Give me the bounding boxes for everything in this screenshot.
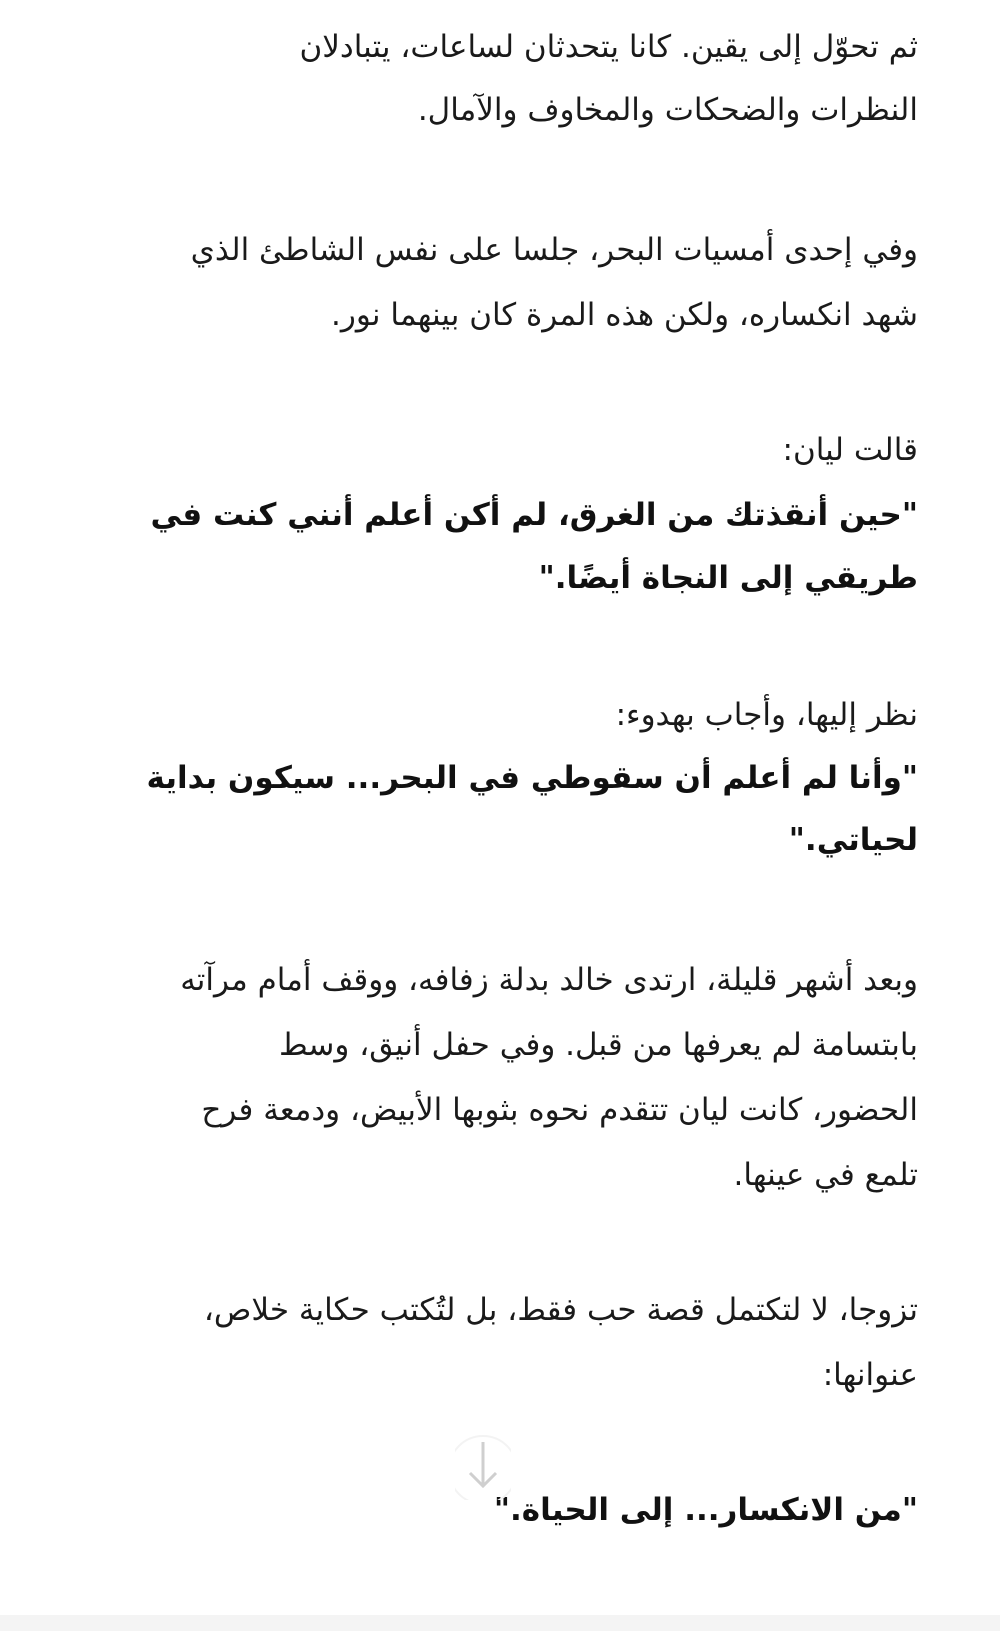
bottom-bar (0, 1615, 1000, 1631)
text-line: تلمع في عينها. (733, 1157, 918, 1193)
text-line: تزوجا، لا لتكتمل قصة حب فقط، بل لتُكتب حكاية خلاص، (203, 1292, 918, 1328)
quote-line: طريقي إلى النجاة أيضًا." (538, 560, 918, 596)
text-line: ثم تحوّل إلى يقين. كانا يتحدثان لساعات، يتبادلان (299, 29, 918, 65)
text-line: الحضور، كانت ليان تتقدم نحوه بثوبها الأبيض، ودمعة فرح (201, 1092, 918, 1128)
text-line: نظر إليها، وأجاب بهدوء: (615, 697, 918, 733)
quote-line: "وأنا لم أعلم أن سقوطي في البحر... سيكون بداية (146, 760, 918, 796)
arrow-down-icon[interactable] (455, 1430, 511, 1500)
text-line: عنوانها: (822, 1357, 918, 1393)
quote-line: "من الانكسار... إلى الحياة." (493, 1492, 918, 1528)
text-line: وبعد أشهر قليلة، ارتدى خالد بدلة زفافه، ووقف أمام مرآته (180, 962, 918, 998)
text-line: بابتسامة لم يعرفها من قبل. وفي حفل أنيق، وسط (278, 1027, 918, 1063)
text-line: شهد انكساره، ولكن هذه المرة كان بينهما نور. (331, 297, 918, 333)
text-line: النظرات والضحكات والمخاوف والآمال. (417, 92, 918, 128)
text-line: قالت ليان: (782, 432, 918, 468)
quote-line: لحياتي." (788, 822, 918, 858)
text-line: وفي إحدى أمسيات البحر، جلسا على نفس الشاطئ الذي (190, 232, 918, 268)
quote-line: "حين أنقذتك من الغرق، لم أكن أعلم أنني كنت في (150, 497, 918, 533)
